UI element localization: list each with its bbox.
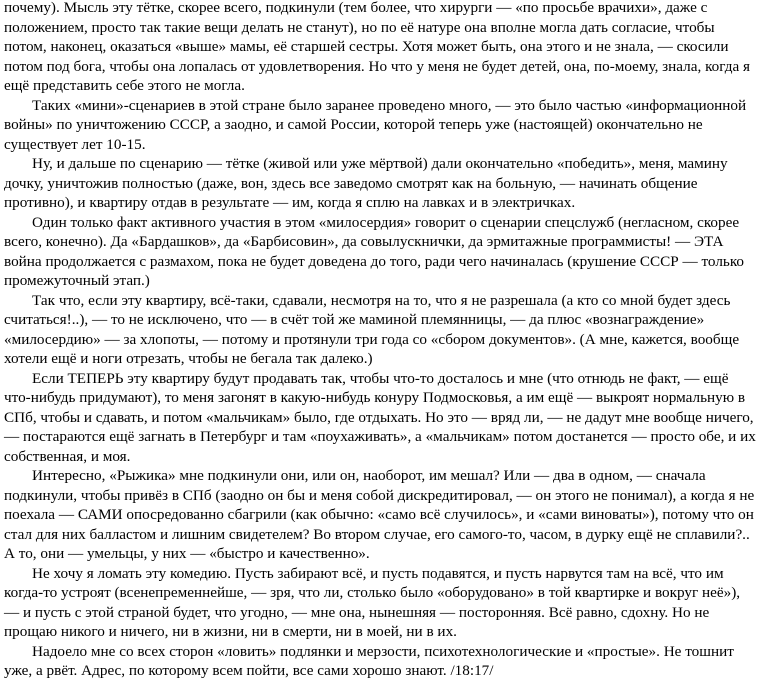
paragraph-1: почему). Мысль эту тётке, скорее всего, подкинули (тем более, что хирурги — «по просьбе врачихи», даже с положением, просто так такие вещи делать не станут), но по её натуре она вполне могла дать согласие, чтобы потом, наконец, оказаться «выше» мамы, её старшей сестры. Хотя может быть, она этого и не знала, — скосили потом под бога, чтобы она лопалась от удовлетворения. Но что у меня не будет детей, она, по-моему, знала, когда я ещё представить себе этого не могла.	[4, 0, 750, 94]
paragraph-6: Если ТЕПЕРЬ эту квартиру будут продавать так, чтобы что-то досталось и мне (что отнюдь не факт, — ещё что-нибудь придумают), то меня загонят в какую-нибудь конуру Подмосковья, а им ещё — выкроят нормальную в СПб, чтобы и сдавать, и потом «мальчикам» было, где отдыхать. Но это — вряд ли, — не дадут мне вообще ничего, — постараются ещё загнать в Петербург и там «поухаживать», а «мальчикам» потом достанется — просто обе, и их собственная, и моя.	[4, 369, 756, 465]
paragraph-7: Интересно, «Рыжика» мне подкинули они, или он, наоборот, им мешал? Или — два в одном, — сначала подкинули, чтобы привёз в СПб (заодно он бы и меня собой дискредитировал, — он этого не понимал), а когда я не поехала — САМИ опосредованно сбагрили (как обычно: «само всё случилось», и «сами виноваты»), потому что он стал для них балластом и лишним свидетелем? Во втором случае, его самого-то, часом, в дурку ещё не сплавили?.. А то, они — умельцы, у них — «быстро и качественно».	[4, 467, 755, 562]
paragraph-8: Не хочу я ломать эту комедию. Пусть забирают всё, и пусть подавятся, и пусть нарвутся там на всё, что им когда-то устроят (всенепременнейше, — зря, что ли, столько было «оборудовано» в той квартирке и вокруг неё»), — и пусть с этой страной будет, что угодно, — мне она, нынешняя — посторонняя. Всё равно, сдохну. Но не прощаю никого и ничего, ни в жизни, ни в смерти, ни в моей, ни в их.	[4, 564, 741, 640]
paragraph-4: Один только факт активного участия в этом «милосердия» говорит о сценарии спецслужб (негласном, скорее всего, конечно). Да «Бардашков», да «Барбисовин», да совылускнички, да эрмитажные программисты! — ЭТА война продолжается с размахом, пока не будет доведена до того, ради чего начиналась (крушение СССР — только промежуточный этап.)	[4, 213, 745, 289]
paragraph-2: Таких «мини»-сценариев в этой стране было заранее проведено много, — это было частью «информационной войны» по уничтожению СССР, а заодно, и самой России, которой теперь уже (настоящей) окончательно не существует лет 10-15.	[4, 96, 747, 153]
paragraph-9: Надоело мне со всех сторон «ловить» подлянки и мерзости, психотехнологические и «простые». Не тошнит уже, а рвёт. Адрес, по которому всем пойти, все сами хорошо знают. /18:17/	[4, 642, 734, 679]
paragraph-5: Так что, если эту квартиру, всё-таки, сдавали, несмотря на то, что я не разрешала (а кто со мной будет здесь считаться!..), — то не исключено, что — в счёт той же маминой племянницы, — да плюс «вознаграждение» «милосердию» — за хлопоты, — потому и протянули три года со «сбором документов». (А мне, кажется, вообще хотели ещё и ноги отрезать, чтобы не бегала так далеко.)	[4, 291, 740, 367]
paragraph-3: Ну, и дальше по сценарию — тётке (живой или уже мёртвой) дали окончательно «победить», меня, мамину дочку, уничтожив полностью (даже, вон, здесь все заведомо смотрят как на больную, — начинать общение противно), и квартиру отдав в результате — им, когда я сплю на лавках и в электричках.	[4, 155, 728, 211]
